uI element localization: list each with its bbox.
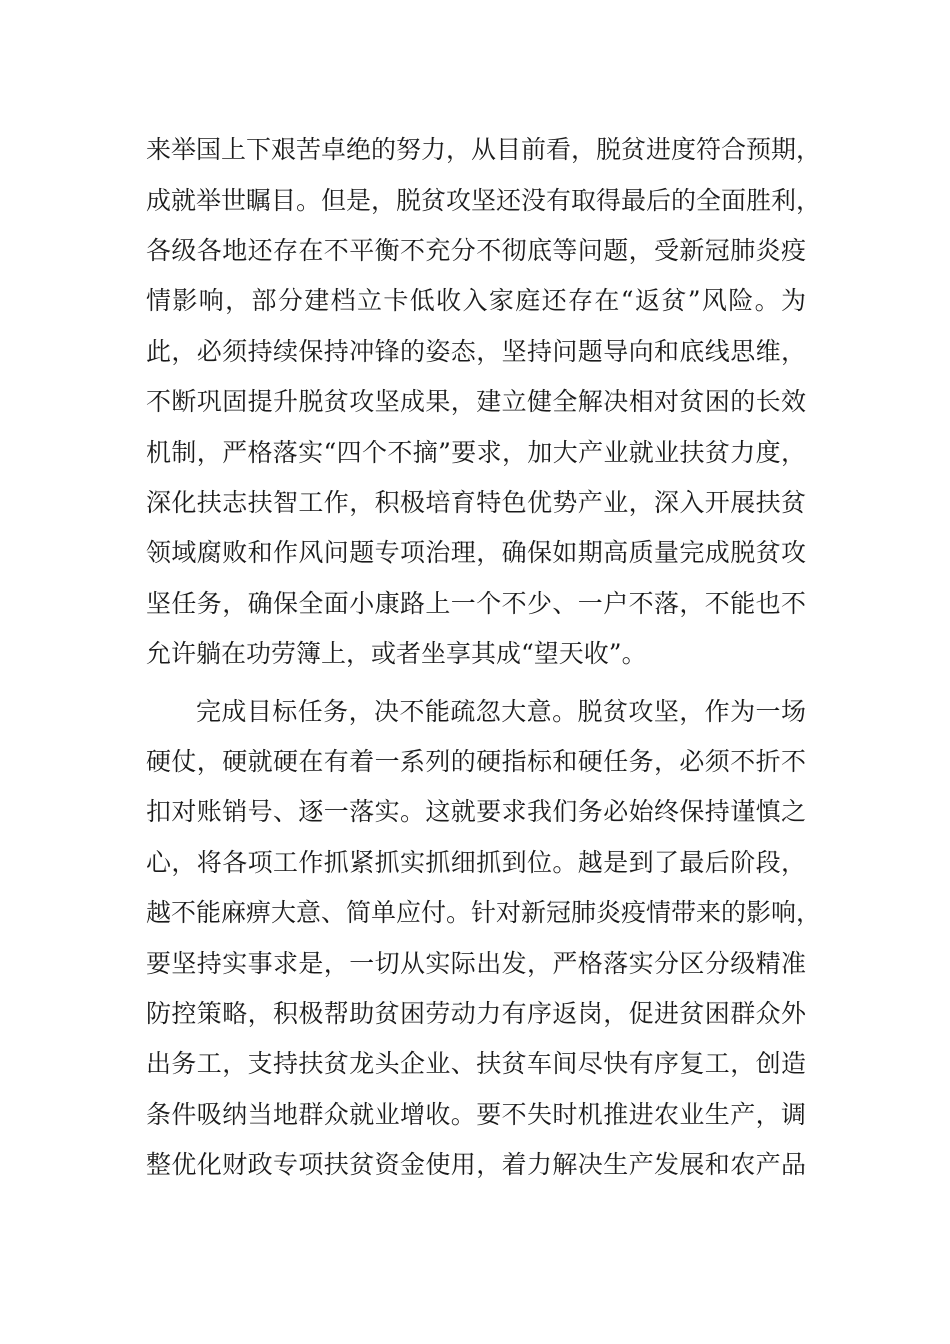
text-line: 不断巩固提升脱贫攻坚成果，建立健全解决相对贫困的长效	[146, 387, 806, 416]
text-line: 出务工，支持扶贫龙头企业、扶贫车间尽快有序复工，创造	[146, 1049, 806, 1078]
text-line: 成就举世瞩目。但是，脱贫攻坚还没有取得最后的全面胜利，	[146, 186, 822, 215]
text-line: 完成目标任务，决不能疏忽大意。脱贫攻坚，作为一场	[196, 697, 806, 726]
text-line: 防控策略，积极帮助贫困劳动力有序返岗，促进贫困群众外	[146, 999, 806, 1028]
text-line: 各级各地还存在不平衡不充分不彻底等问题，受新冠肺炎疫	[146, 236, 806, 265]
text-line: 条件吸纳当地群众就业增收。要不失时机推进农业生产，调	[146, 1100, 806, 1129]
text-line: 机制，严格落实“四个不摘”要求，加大产业就业扶贫力度，	[146, 438, 806, 467]
text-line: 深化扶志扶智工作，积极培育特色优势产业，深入开展扶贫	[146, 488, 806, 517]
text-line: 整优化财政专项扶贫资金使用，着力解决生产发展和农产品	[146, 1150, 806, 1179]
text-line: 此，必须持续保持冲锋的姿态，坚持问题导向和底线思维，	[146, 337, 806, 366]
text-line: 允许躺在功劳簿上，或者坐享其成“望天收”。	[146, 639, 647, 668]
text-line: 扣对账销号、逐一落实。这就要求我们务必始终保持谨慎之	[146, 797, 806, 826]
text-line: 心，将各项工作抓紧抓实抓细抓到位。越是到了最后阶段，	[146, 848, 806, 877]
text-line: 坚任务，确保全面小康路上一个不少、一户不落，不能也不	[146, 589, 806, 618]
text-line: 越不能麻痹大意、简单应付。针对新冠肺炎疫情带来的影响，	[146, 898, 822, 927]
text-line: 领域腐败和作风问题专项治理，确保如期高质量完成脱贫攻	[146, 538, 806, 567]
text-line: 要坚持实事求是，一切从实际出发，严格落实分区分级精准	[146, 949, 806, 978]
text-line: 情影响，部分建档立卡低收入家庭还存在“返贫”风险。为	[146, 286, 806, 315]
text-line: 来举国上下艰苦卓绝的努力，从目前看，脱贫进度符合预期，	[146, 135, 822, 164]
text-line: 硬仗，硬就硬在有着一系列的硬指标和硬任务，必须不折不	[146, 747, 806, 776]
